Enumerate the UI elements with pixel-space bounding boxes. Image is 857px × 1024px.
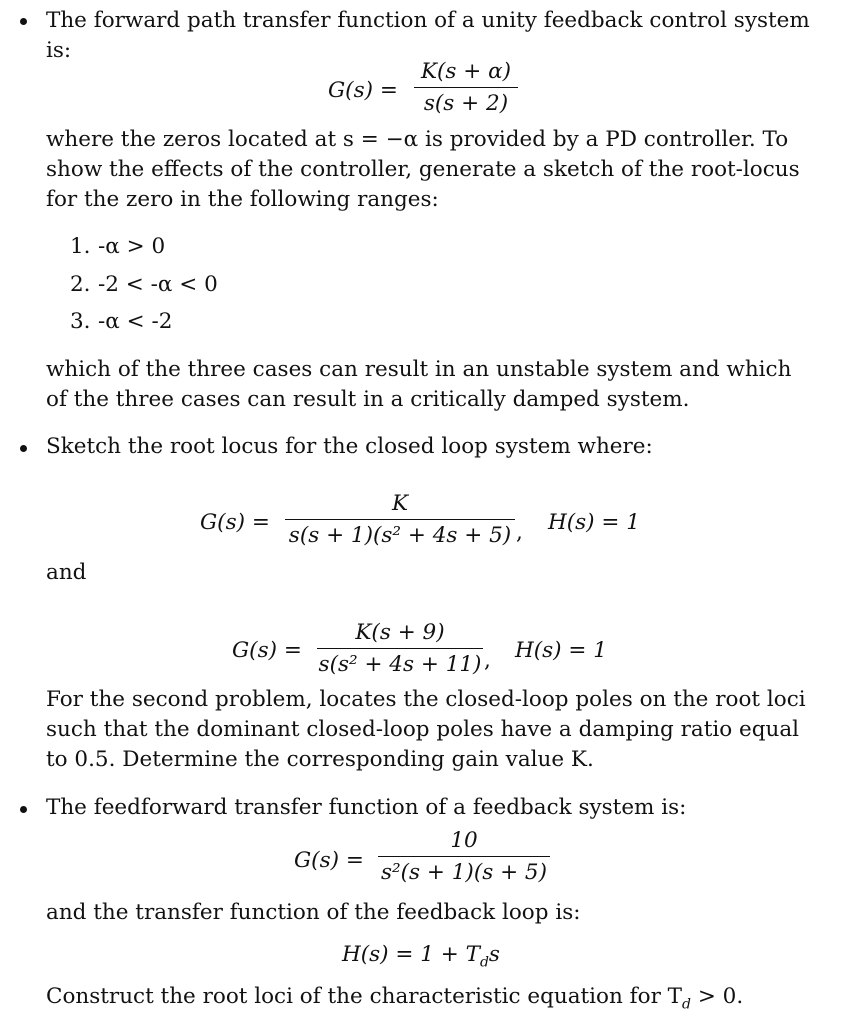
problem2-eq2-fraction: [317, 619, 483, 679]
problem3-eq-fraction: [378, 827, 550, 887]
problem1-intro: The forward path transfer function of a unity feedback control system is:: [46, 8, 810, 63]
problem2-eq1-comma: ,: [516, 520, 523, 545]
problem3-eq-denominator: s²(s + 1)(s + 5): [381, 860, 547, 885]
problem3-h-equation: [342, 940, 500, 977]
problem2-eq1-denominator: s(s + 1)(s² + 4s + 5): [288, 523, 512, 548]
bullet-3: [20, 806, 27, 813]
problem2-eq2-h: H(s) = 1: [515, 638, 607, 663]
problem2-eq1-lhs: G(s) =: [200, 510, 270, 535]
problem3-construct: [46, 982, 816, 1019]
problem2-eq2-denominator: s(s² + 4s + 11): [318, 652, 482, 677]
problem3-intro: The feedforward transfer function of a feedback system is:: [46, 795, 687, 820]
problem2-and: and: [46, 560, 87, 585]
problem2-eq1-numerator: K: [391, 491, 409, 516]
range-item-3-text: -α < -2: [98, 309, 173, 334]
problem3-eq-lhs: G(s) =: [294, 848, 364, 873]
problem2-eq1-fraction: [285, 490, 515, 550]
problem2-followup: For the second problem, locates the closed-loop poles on the root loci such that the dominant closed-loop poles have a damping ratio equal to 0.5. Determine the corresponding gain value K.: [46, 687, 806, 772]
problem2-eq2-lhs: G(s) =: [232, 638, 302, 663]
range-item-3: 3. -α < -2: [70, 309, 173, 334]
problem3-construct-tail: > 0.: [691, 984, 744, 1009]
problem1-eq-lhs: G(s) =: [328, 78, 398, 103]
problem1-description: where the zeros located at s = −α is provided by a PD controller. To show the effects of the controller, generate a sketch of the root-locus for the zero in the following ranges:: [46, 127, 800, 212]
range-item-2: 2. -2 < -α < 0: [70, 272, 218, 297]
range-item-1: 1. -α > 0: [70, 234, 166, 259]
bullet-2: [20, 445, 27, 452]
problem1-question: which of the three cases can result in an unstable system and which of the three cases can result in a critically damped system.: [46, 357, 792, 412]
problem3-eq-numerator: 10: [450, 828, 478, 853]
problem3-h-equation-sub: d: [479, 954, 489, 971]
problem2-eq2-numerator: K(s + 9): [355, 620, 445, 645]
bullet-1: [20, 18, 27, 25]
range-item-2-text: -2 < -α < 0: [98, 272, 218, 297]
problem2-eq1-h: H(s) = 1: [548, 510, 640, 535]
fraction-bar: [378, 856, 550, 857]
problem2-intro: Sketch the root locus for the closed loop system where:: [46, 434, 653, 459]
range-item-1-text: -α > 0: [98, 234, 166, 259]
fraction-bar: [414, 87, 518, 88]
problem2-eq2-comma: ,: [484, 648, 491, 673]
problem3-h-equation-main: H(s) = 1 + T: [342, 942, 480, 967]
problem3-feedback-text: and the transfer function of the feedback loop is:: [46, 900, 581, 925]
problem3-construct-text: Construct the root loci of the characteristic equation for T: [46, 984, 683, 1009]
problem1-eq-denominator: s(s + 2): [423, 91, 509, 116]
problem1-eq-numerator: K(s + α): [420, 59, 512, 84]
problem3-h-equation-tail: s: [488, 942, 500, 967]
fraction-bar: [317, 648, 483, 649]
problem1-eq-fraction: [414, 58, 518, 118]
problem3-construct-sub: d: [682, 996, 691, 1013]
fraction-bar: [285, 519, 515, 520]
